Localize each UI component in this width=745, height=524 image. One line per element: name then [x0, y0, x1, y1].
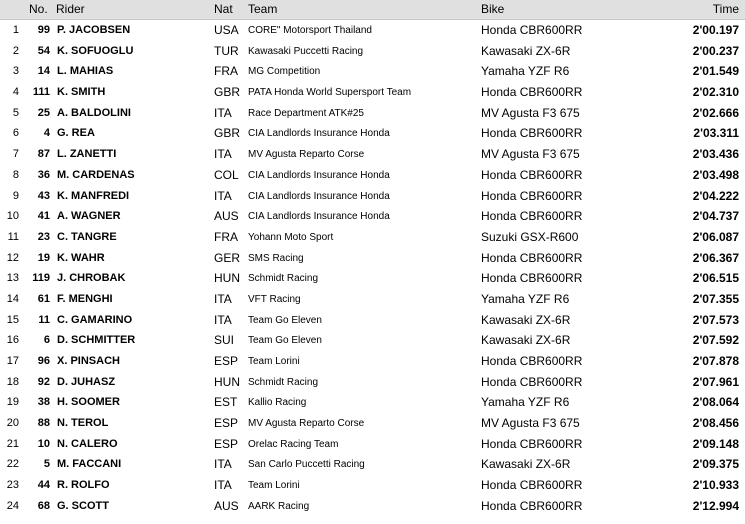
table-row [0, 310, 745, 331]
bike-model: Honda CBR600RR [481, 167, 583, 182]
team-name: Team Go Eleven [248, 335, 322, 347]
table-row [0, 392, 745, 413]
rider-name: A. WAGNER [57, 210, 121, 223]
rider-nationality: EST [214, 395, 238, 410]
lap-time: 2'07.961 [692, 374, 739, 389]
team-name: Team Go Eleven [248, 314, 322, 326]
rider-nationality: ITA [214, 147, 232, 162]
rider-nationality: ITA [214, 105, 232, 120]
rider-name: G. SCOTT [57, 499, 109, 512]
team-name: Yohann Moto Sport [248, 231, 334, 243]
row-position: 13 [6, 272, 19, 285]
lap-time: 2'06.515 [692, 271, 739, 286]
bike-model: Honda CBR600RR [481, 436, 583, 451]
lap-time: 2'07.355 [692, 291, 739, 306]
table-row [0, 434, 745, 455]
rider-name: M. FACCANI [57, 458, 122, 471]
rider-number: 96 [37, 355, 50, 367]
rider-number: 61 [37, 292, 50, 305]
rider-name: K. SMITH [57, 86, 106, 99]
rider-nationality: AUS [214, 498, 239, 513]
rider-number: 44 [37, 479, 50, 492]
table-row [0, 454, 745, 475]
header-no: No. [29, 2, 48, 16]
row-position: 10 [6, 210, 19, 223]
rider-nationality: FRA [214, 64, 238, 79]
rider-nationality: FRA [214, 229, 238, 244]
rider-nationality: HUN [214, 271, 240, 286]
table-row [0, 289, 745, 310]
lap-time: 2'07.592 [692, 333, 739, 348]
lap-time: 2'08.064 [692, 395, 739, 410]
bike-model: Honda CBR600RR [481, 188, 583, 203]
rider-number: 92 [37, 375, 50, 388]
team-name: VFT Racing [248, 293, 301, 305]
row-position: 18 [6, 375, 19, 388]
rider-name: H. SOOMER [57, 396, 120, 409]
table-row [0, 82, 745, 103]
row-position: 22 [6, 458, 19, 471]
rider-name: D. JUHASZ [57, 375, 116, 388]
rider-nationality: ITA [214, 291, 232, 306]
rider-name: K. MANFREDI [57, 189, 130, 202]
row-position: 1 [12, 24, 19, 36]
row-position: 12 [6, 251, 19, 264]
team-name: CIA Landlords Insurance Honda [248, 211, 390, 223]
lap-time: 2'09.375 [692, 457, 739, 472]
lap-time: 2'00.237 [692, 43, 739, 58]
rider-number: 111 [32, 86, 50, 99]
header-rider: Rider [56, 2, 85, 16]
team-name: Team Lorini [248, 480, 300, 492]
rider-number: 5 [43, 458, 50, 471]
table-row [0, 206, 745, 227]
bike-model: Honda CBR600RR [481, 23, 583, 37]
bike-model: Honda CBR600RR [481, 85, 583, 100]
rider-name: K. WAHR [57, 251, 105, 264]
rider-name: X. PINSACH [57, 355, 120, 367]
rider-name: D. SCHMITTER [57, 334, 136, 347]
header-time: Time [712, 2, 739, 16]
table-row [0, 144, 745, 165]
team-name: San Carlo Puccetti Racing [248, 459, 365, 471]
rider-nationality: COL [214, 167, 239, 182]
row-position: 15 [6, 313, 19, 326]
lap-time: 2'03.498 [692, 167, 739, 182]
header-nat: Nat [214, 2, 233, 16]
table-row [0, 20, 745, 41]
rider-name: R. ROLFO [57, 479, 110, 492]
team-name: MG Competition [248, 66, 321, 78]
table-row [0, 268, 745, 289]
row-position: 3 [12, 65, 19, 78]
bike-model: Kawasaki ZX-6R [481, 43, 571, 58]
header-team: Team [248, 2, 278, 16]
rider-number: 54 [37, 44, 50, 57]
bike-model: Honda CBR600RR [481, 478, 583, 493]
row-position: 21 [6, 437, 19, 450]
rider-number: 68 [37, 499, 50, 512]
team-name: CIA Landlords Insurance Honda [248, 128, 390, 140]
rider-name: A. BALDOLINI [57, 106, 131, 119]
rider-name: N. TEROL [57, 417, 109, 430]
rider-name: N. CALERO [57, 437, 118, 450]
team-name: Team Lorini [248, 356, 300, 367]
row-position: 7 [12, 148, 19, 161]
rider-nationality: ESP [214, 416, 239, 431]
rider-nationality: TUR [214, 43, 239, 58]
rider-number: 4 [43, 127, 50, 140]
rider-number: 10 [37, 437, 50, 450]
team-name: Orelac Racing Team [248, 438, 339, 450]
bike-model: Honda CBR600RR [481, 271, 583, 286]
bike-model: Honda CBR600RR [481, 354, 583, 368]
bike-model: Honda CBR600RR [481, 374, 583, 389]
rider-number: 19 [37, 251, 50, 264]
rider-nationality: ESP [214, 354, 239, 368]
lap-time: 2'08.456 [692, 416, 739, 431]
row-position: 5 [12, 106, 19, 119]
rider-name: F. MENGHI [57, 292, 113, 305]
rider-number: 119 [32, 272, 50, 285]
row-position: 6 [12, 127, 19, 140]
team-name: Kallio Racing [248, 397, 307, 409]
bike-model: MV Agusta F3 675 [481, 105, 580, 120]
lap-time: 2'04.222 [692, 188, 739, 203]
rider-nationality: AUS [214, 209, 239, 224]
bike-model: Honda CBR600RR [481, 498, 583, 513]
rider-number: 88 [37, 417, 50, 430]
lap-time: 2'03.311 [693, 126, 739, 141]
team-name: CIA Landlords Insurance Honda [248, 169, 390, 181]
table-row [0, 413, 745, 434]
rider-number: 14 [37, 65, 50, 78]
results-table-body [0, 20, 745, 517]
bike-model: Suzuki GSX-R600 [481, 229, 579, 244]
header-bike: Bike [481, 2, 505, 16]
table-row [0, 475, 745, 496]
table-row [0, 41, 745, 62]
rider-name: K. SOFUOGLU [57, 44, 134, 57]
team-name: CORE" Motorsport Thailand [248, 25, 372, 36]
row-position: 14 [6, 292, 19, 305]
rider-nationality: GER [214, 250, 241, 265]
lap-time: 2'07.878 [692, 354, 739, 368]
bike-model: Honda CBR600RR [481, 209, 583, 224]
bike-model: Kawasaki ZX-6R [481, 312, 571, 327]
table-row [0, 351, 745, 372]
rider-number: 41 [37, 210, 50, 223]
rider-name: C. TANGRE [57, 230, 117, 243]
rider-number: 43 [37, 189, 50, 202]
lap-time: 2'12.994 [692, 498, 739, 513]
rider-number: 25 [37, 106, 50, 119]
rider-number: 6 [43, 334, 50, 347]
bike-model: Yamaha YZF R6 [481, 395, 570, 410]
row-position: 4 [12, 86, 19, 99]
rider-nationality: ITA [214, 478, 232, 493]
lap-time: 2'01.549 [692, 64, 739, 79]
rider-nationality: GBR [214, 126, 241, 141]
row-position: 23 [6, 479, 19, 492]
row-position: 2 [12, 44, 19, 57]
rider-name: M. CARDENAS [57, 168, 135, 181]
table-row [0, 330, 745, 351]
rider-nationality: HUN [214, 374, 240, 389]
row-position: 8 [12, 168, 19, 181]
bike-model: Kawasaki ZX-6R [481, 333, 571, 348]
rider-number: 36 [37, 168, 50, 181]
lap-time: 2'06.087 [692, 229, 739, 244]
row-position: 20 [6, 417, 19, 430]
rider-nationality: ESP [214, 436, 239, 451]
rider-nationality: ITA [214, 312, 232, 327]
rider-name: G. REA [57, 127, 95, 140]
rider-number: 38 [37, 396, 50, 409]
team-name: Schmidt Racing [248, 273, 319, 285]
team-name: Race Department ATK#25 [248, 107, 364, 119]
team-name: AARK Racing [248, 500, 310, 512]
table-row [0, 165, 745, 186]
row-position: 19 [6, 396, 19, 409]
bike-model: MV Agusta F3 675 [481, 147, 580, 162]
team-name: Kawasaki Puccetti Racing [248, 45, 364, 57]
bike-model: MV Agusta F3 675 [481, 416, 580, 431]
lap-time: 2'02.666 [692, 105, 739, 120]
team-name: CIA Landlords Insurance Honda [248, 190, 390, 202]
rider-number: 11 [38, 313, 50, 326]
bike-model: Honda CBR600RR [481, 126, 583, 141]
table-row [0, 248, 745, 269]
table-row [0, 61, 745, 82]
bike-model: Kawasaki ZX-6R [481, 457, 571, 472]
rider-number: 99 [37, 24, 50, 36]
row-position: 16 [6, 334, 19, 347]
rider-nationality: USA [214, 23, 239, 37]
table-row [0, 372, 745, 393]
rider-number: 87 [37, 148, 50, 161]
rider-number: 23 [37, 230, 50, 243]
team-name: SMS Racing [248, 252, 304, 264]
lap-time: 2'04.737 [692, 209, 739, 224]
table-header [0, 0, 745, 20]
lap-time: 2'00.197 [692, 23, 739, 37]
rider-name: J. CHROBAK [57, 272, 126, 285]
bike-model: Yamaha YZF R6 [481, 291, 570, 306]
rider-nationality: ITA [214, 457, 232, 472]
rider-name: C. GAMARINO [57, 313, 133, 326]
lap-time: 2'09.148 [692, 436, 739, 451]
team-name: MV Agusta Reparto Corse [248, 418, 365, 430]
bike-model: Honda CBR600RR [481, 250, 583, 265]
table-row [0, 103, 745, 124]
lap-time: 2'10.933 [692, 478, 739, 493]
rider-nationality: ITA [214, 188, 232, 203]
row-position: 17 [6, 355, 19, 367]
lap-time: 2'06.367 [692, 250, 739, 265]
rider-nationality: SUI [214, 333, 235, 348]
team-name: PATA Honda World Supersport Team [248, 87, 412, 99]
rider-name: P. JACOBSEN [57, 24, 131, 36]
lap-time: 2'02.310 [692, 85, 739, 100]
lap-time: 2'03.436 [692, 147, 739, 162]
rider-name: L. ZANETTI [57, 148, 117, 161]
row-position: 9 [12, 189, 19, 202]
lap-time: 2'07.573 [692, 312, 739, 327]
table-row [0, 496, 745, 517]
bike-model: Yamaha YZF R6 [481, 64, 570, 79]
rider-nationality: GBR [214, 85, 241, 100]
table-row [0, 123, 745, 144]
table-row [0, 227, 745, 248]
table-row [0, 186, 745, 207]
row-position: 11 [7, 230, 19, 243]
team-name: MV Agusta Reparto Corse [248, 149, 365, 161]
team-name: Schmidt Racing [248, 376, 319, 388]
rider-name: L. MAHIAS [57, 65, 114, 78]
row-position: 24 [6, 499, 19, 512]
